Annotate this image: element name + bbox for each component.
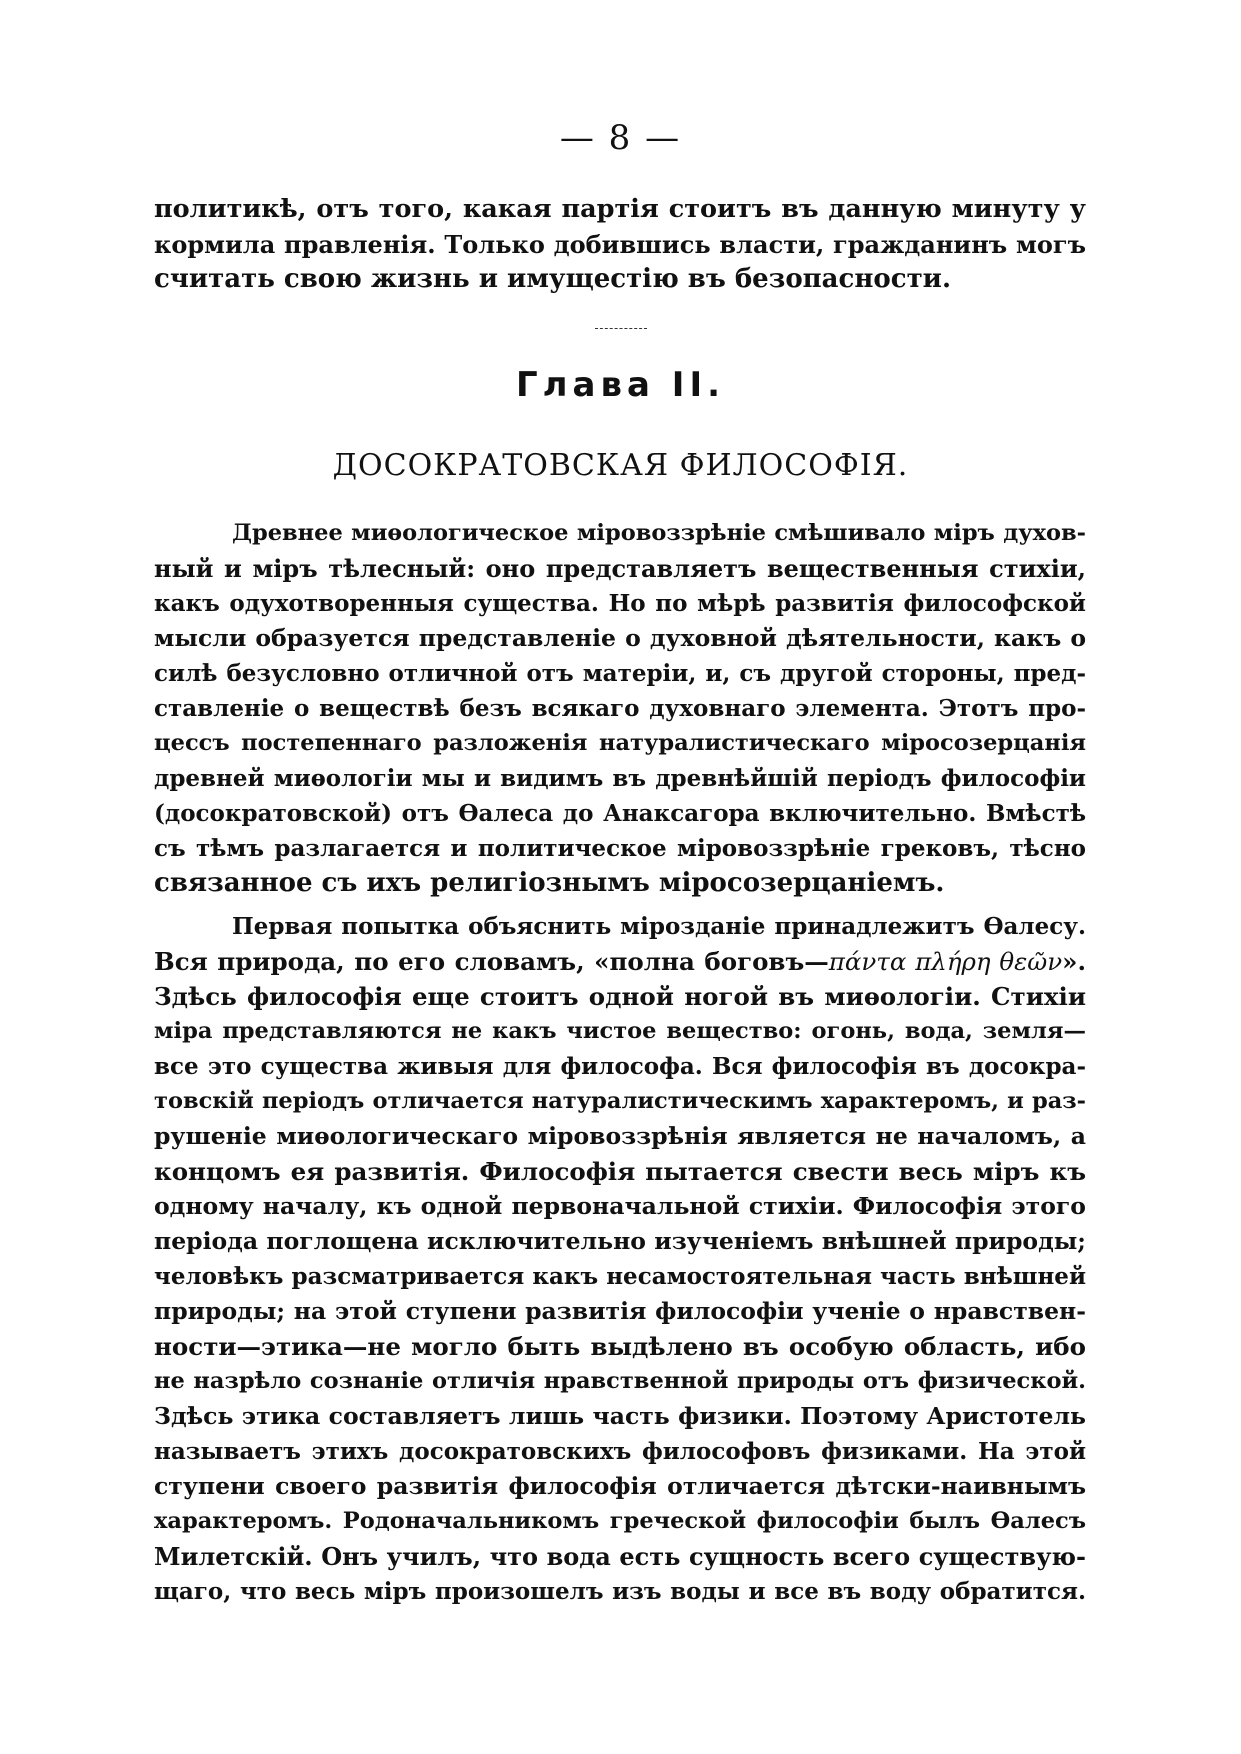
paragraph-1 [154,516,1086,901]
paragraph-2 [154,909,1086,1609]
text-line: считать свою жизнь и имущестію въ безопасности. [154,264,952,294]
text-line: Первая попытка объяснить мірозданіе принадлежитъ Ѳалесу. [232,913,1086,940]
greek-quote: πάντα πλήρη θεῶν [828,947,1063,976]
text-line: Древнее миѳологическое міровоззрѣніе смѣшивало міръ духов- [232,520,1086,546]
text-segment: Вся природа, по его словамъ, «полна боговъ— [154,947,829,976]
page-number: — 8 — [559,118,682,158]
text-line: не назрѣло сознаніе отличія нравственной природы отъ физической. [154,1368,1086,1394]
text-line: связанное съ ихъ религіознымъ міросозерцаніемъ. [154,868,945,898]
text-line: концомъ ея развитія. Философія пытается свести весь міръ къ [154,1157,1086,1186]
text-line: силѣ безусловно отличной отъ матеріи, и, съ другой стороны, пред- [154,660,1086,687]
text-line: природы; на этой ступени развитія философіи ученіе о нравствен- [154,1297,1086,1325]
intro-paragraph [154,192,1086,297]
text-line: одному началу, къ одной первоначальной стихіи. Философія этого [154,1192,1086,1220]
text-line: политикѣ, отъ того, какая партія стоитъ въ данную минуту у [154,194,1086,224]
text-line: съ тѣмъ разлагается и политическое міровоззрѣніе грековъ, тѣсно [154,835,1086,862]
text-line: называетъ этихъ досократовскихъ философовъ физиками. На этой [154,1438,1086,1465]
text-line: человѣкъ разсматривается какъ несамостоятельная часть внѣшней [154,1263,1086,1290]
section-separator [595,328,647,329]
text-line: (досократовской) отъ Ѳалеса до Анаксагора включительно. Вмѣстѣ [154,800,1086,827]
text-line: ставленіе о веществѣ безъ всякаго духовнаго элемента. Этотъ про- [154,695,1086,722]
text-line: древней миѳологіи мы и видимъ въ древнѣйшій періодъ философіи [154,765,1086,792]
text-line: ный и міръ тѣлесный: оно представляетъ вещественныя стихіи, [154,554,1086,583]
text-line: характеромъ. Родоначальникомъ греческой философіи былъ Ѳалесъ [154,1508,1086,1534]
text-line: міра представляются не какъ чистое вещество: огонь, вода, земля— [154,1018,1086,1044]
text-line: ности—этика—не могло быть выдѣлено въ особую область, ибо [154,1332,1086,1361]
text-line: Здѣсь философія еще стоитъ одной ногой въ миѳологіи. Стихіи [154,982,1086,1011]
text-line: Здѣсь этика составляетъ лишь часть физики. Поэтому Аристотель [154,1402,1086,1430]
text-line: какъ одухотворенныя существа. Но по мѣрѣ развитія философской [154,590,1086,617]
text-line: періода поглощена исключительно изученіемъ внѣшней природы; [154,1227,1086,1255]
text-line: рушеніе миѳологическаго міровоззрѣнія является не началомъ, а [154,1122,1086,1150]
text-line: щаго, что весь міръ произошелъ изъ воды и все въ воду обратится. [154,1578,1086,1605]
text-line: товскій періодъ отличается натуралистическимъ характеромъ, и раз- [154,1088,1086,1114]
text-line: Милетскій. Онъ училъ, что вода есть сущность всего существую- [154,1542,1086,1571]
text-line: кормила правленія. Только добившись власти, гражданинъ могъ [154,230,1086,259]
section-title: ДОСОКРАТОВСКАЯ ФИЛОСОФІЯ. [332,448,909,483]
text-line: ступени своего развитія философія отличается дѣтски-наивнымъ [154,1472,1086,1500]
chapter-title: Глава II. [515,365,726,405]
text-line: все это существа живыя для философа. Вся философія въ досокра- [154,1053,1086,1080]
quote-close: ». [1062,947,1087,976]
text-line: мысли образуется представленіе о духовной дѣятельности, какъ о [154,624,1086,652]
text-line-with-greek [154,944,1086,979]
text-line: цессъ постепеннаго разложенія натуралистическаго міросозерцанія [154,730,1086,756]
